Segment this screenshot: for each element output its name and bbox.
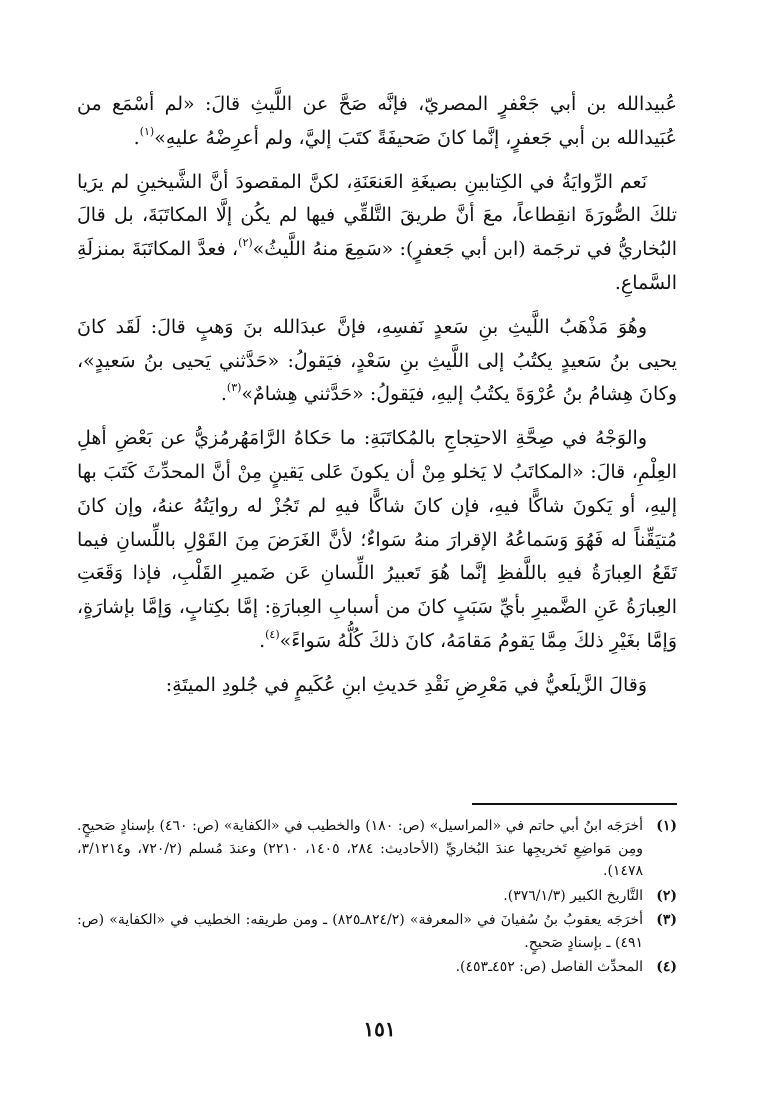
paragraph-tail: ، فعدَّ المكاتَبَةَ بمنزلَةِ السَّماعِ. bbox=[77, 238, 677, 294]
paragraph-3 bbox=[77, 311, 677, 412]
footnote-ref: (٢) bbox=[238, 236, 253, 250]
footnote-1 bbox=[77, 815, 677, 883]
footnote-text: أخرَجَه يعقوبُ بنُ سُفيانَ في «المعرفة» (٨٢٤/٢ـ٨٢٥) ـ ومن طريقه: الخطيب في «الكفاية» (ص: ٤٩١) ـ بإسنادٍ صَحيحٍ. bbox=[77, 912, 643, 951]
paragraph-tail: . bbox=[133, 126, 140, 149]
paragraph-text: نَعم الرِّوايَةُ في الكِتابينِ بصيغَةِ العَنعَنَةِ، لكنَّ المقصودَ أنَّ الشَّيخينِ لم يرَيا تلكَ الصُّورَةَ انقِطاعاً، معَ أنَّ طريقَ التَّلقِّي فيها لم يكُن إلَّا المكاتَبَةَ، بل قالَ البُخاريُّ في ترجَمة (ابن أبي جَعفرٍ): «سَمِعَ منهُ اللَّيثُ» bbox=[77, 170, 677, 261]
footnote-2 bbox=[77, 885, 677, 908]
paragraph-text: وَقالَ الزَّيلَعيُّ في مَعْرِضِ نَقْدِ حَديثِ ابنِ عُكَيمٍ في جُلودِ الميتَةِ: bbox=[165, 673, 647, 696]
footnote-text: أخرَجَه ابنُ أبي حاتم في «المراسيل» (ص: ١٨٠) والخطيب في «الكفاية» (ص: ٤٦٠) بإسنادٍ صَحيحٍ. ومِن مَواضِعِ تَخريجِها عندَ البُخاريِّ (الأحاديث: ٢٨٤، ١٤٠٥، ٢٢١٠) وعندَ مُسلم (٧٢٠/٢، و٣/١٢١٤، ١٤٧٨). bbox=[77, 818, 644, 879]
footnote-4 bbox=[77, 956, 677, 979]
paragraph-text: والوَجْهُ في صِحَّةِ الاحتِجاجِ بالمُكاتَبَةِ: ما حَكاهُ الرَّامَهُرمُزيُّ عن بَعْضِ أهلِ العِلْمِ، قالَ: «المكاتَبُ لا يَخلو مِنْ أن يكونَ عَلى يَقينٍ مِنْ أنَّ المحدِّثَ كَتَبَ بها إليهِ، أو يَكونَ شاكًّا فيهِ، فإن كانَ شاكًّا فيهِ لم تَجُزْ له روايَتُهُ عنهُ، وإن كانَ مُتيَقِّناً له فَهُوَ وَسَماعُهُ الإقرارَ منهُ سَواءٌ؛ لأنَّ الغَرَضَ مِنَ القَوْلِ باللِّسانِ فيما تَقَعُ العِبارَةُ فيهِ باللَّفظِ إنَّما هُوَ تَعبيرُ اللِّسانِ عَن ضَميرِ القَلْبِ، فإذا وَقَعَتِ العِبارَةُ عَنِ الضَّميرِ بأيِّ سَبَبٍ كانَ من أسبابِ العِبارَةِ: إمَّا بكِتابٍ، وَإمَّا بإشارَةٍ، وَإمَّا بغَيْرِ ذلكَ مِمَّا يَقومُ مَقامَهُ، كانَ ذلكَ كُلُّهُ سَواءً» bbox=[77, 427, 677, 652]
footnote-ref: (٣) bbox=[226, 381, 242, 395]
footnote-number: (٤) bbox=[656, 959, 677, 975]
main-text bbox=[77, 88, 677, 713]
paragraph-text: عُبيدالله بن أبي جَعْفرٍ المصريّ، فإنَّه صَحَّ عن اللَّيثِ قالَ: «لم أسْمَع من عُبَيدالله بن أبي جَعفرٍ، إنَّما كانَ صَحيفَةً كتَبَ إليَّ، ولم أعرِضْهُ عليهِ» bbox=[77, 93, 677, 149]
paragraph-text: وهُوَ مَذْهَبُ اللَّيثِ بنِ سَعدٍ نَفسِهِ، فإنَّ عبدَالله بنَ وَهبٍ قالَ: لَقَد كانَ يحيى بنُ سَعيدٍ يكتُبُ إلى اللَّيثِ بنِ سَعْدٍ، فيَقولُ: «حَدَّثني يَحيى بنُ سَعيدٍ»، وكانَ هِشامُ بنُ عُرْوَةَ يكتُبُ إليهِ، فيَقولُ: «حَدَّثني هِشامٌ» bbox=[77, 315, 677, 406]
footnotes bbox=[77, 815, 677, 981]
footnote-number: (٣) bbox=[656, 912, 677, 928]
footnote-divider bbox=[472, 803, 677, 805]
paragraph-4 bbox=[77, 422, 677, 659]
footnote-ref: (٤) bbox=[265, 627, 280, 641]
paragraph-tail: . bbox=[220, 383, 227, 406]
footnote-number: (١) bbox=[656, 818, 677, 834]
paragraph-2 bbox=[77, 166, 677, 301]
footnote-text: المحدِّث الفاصل (ص: ٤٥٢ـ٤٥٣). bbox=[455, 959, 643, 975]
footnote-ref: (١) bbox=[139, 124, 155, 138]
footnote-number: (٢) bbox=[656, 887, 677, 904]
paragraph-tail: . bbox=[259, 629, 266, 652]
page-number: ١٥١ bbox=[363, 1017, 396, 1041]
footnote-3 bbox=[77, 909, 677, 954]
paragraph-5 bbox=[77, 669, 677, 703]
footnote-text: التَّاريخ الكبير (٣٧٦/١/٣). bbox=[503, 887, 643, 904]
paragraph-1 bbox=[77, 88, 677, 156]
